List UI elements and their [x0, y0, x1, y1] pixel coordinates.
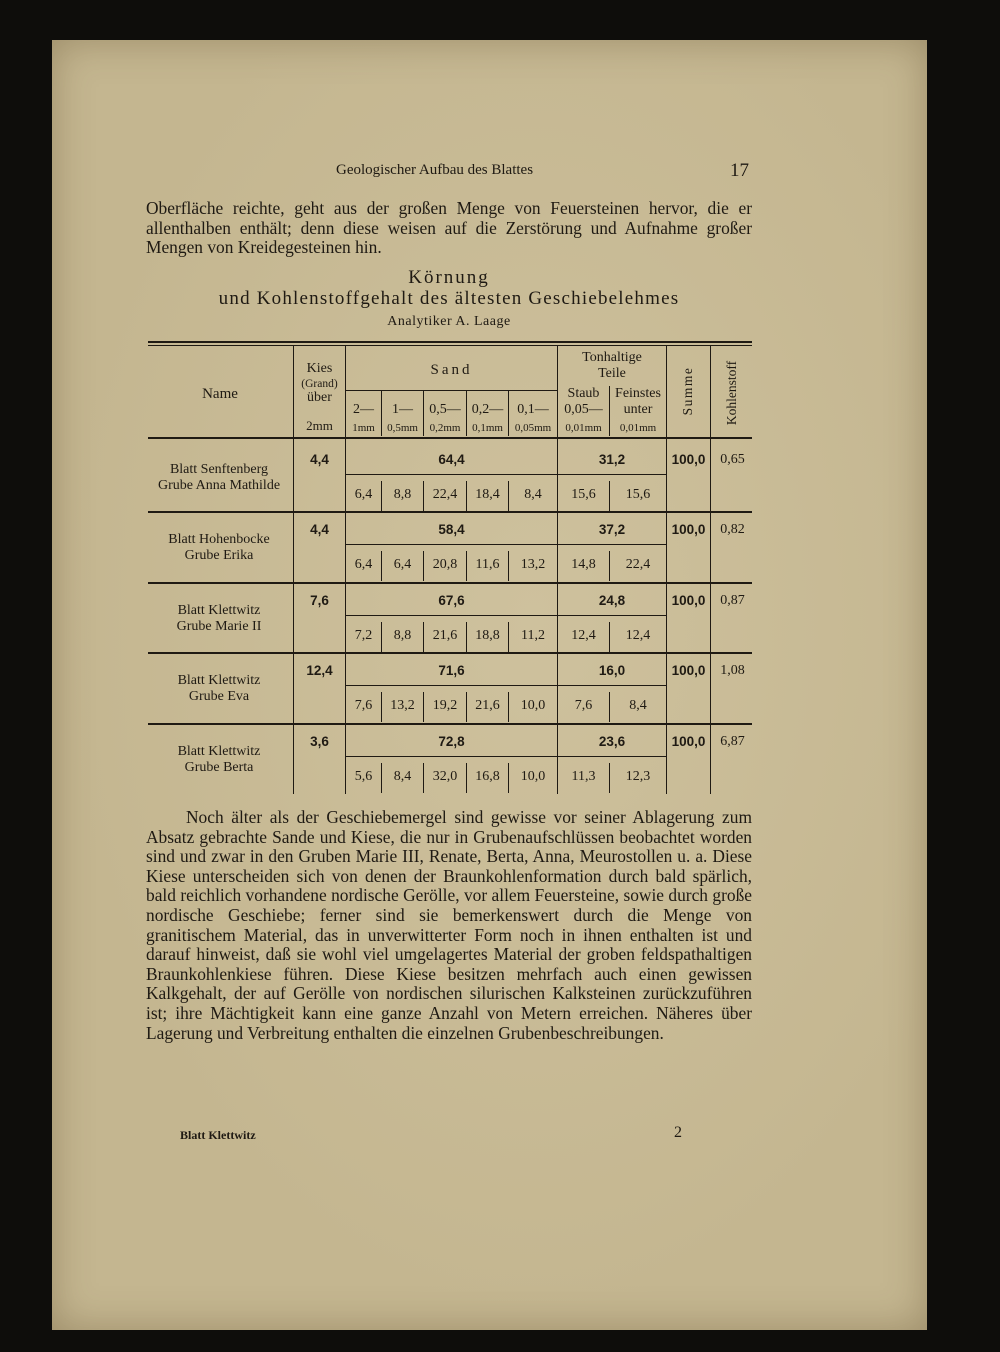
col-header-kies-2: (Grand)	[301, 378, 338, 390]
row-name-pit: Grube Eva	[188, 689, 250, 704]
row-subtotal-rule	[346, 544, 666, 545]
sand-col-4-bottom: 0,1mm	[472, 422, 503, 434]
table-top-rule	[148, 341, 752, 343]
cell-sand-total: 71,6	[438, 663, 465, 678]
table-top-rule-thin	[148, 345, 752, 346]
row-name-sheet: Blatt Klettwitz	[177, 603, 261, 618]
row-name-pit: Grube Berta	[184, 760, 254, 775]
row-separator	[148, 652, 752, 654]
col-header-fein-2: unter	[623, 402, 653, 417]
cell-summe: 100,0	[671, 734, 706, 749]
row-name-pit: Grube Marie II	[176, 619, 262, 634]
cell-staub: 11,3	[571, 769, 596, 784]
cell-sand-fraction: 11,6	[475, 557, 500, 572]
row-subtotal-rule	[346, 756, 666, 757]
header-bottom-rule	[148, 437, 752, 439]
sand-col-2-bottom: 0,5mm	[387, 422, 418, 434]
cell-kies: 4,4	[310, 522, 329, 537]
cell-summe: 100,0	[671, 522, 706, 537]
col-header-sand: Sand	[430, 362, 473, 378]
cell-staub: 15,6	[571, 487, 596, 502]
cell-staub: 14,8	[571, 557, 596, 572]
cell-kohlenstoff: 0,82	[720, 522, 745, 537]
col-header-ton-2: Teile	[598, 366, 626, 381]
row-separator	[148, 723, 752, 725]
cell-kies: 4,4	[310, 452, 329, 467]
cell-sand-fraction: 6,4	[354, 557, 373, 572]
rule-v-name	[293, 346, 294, 794]
cell-ton-total: 37,2	[598, 522, 626, 537]
row-subtotal-rule	[346, 615, 666, 616]
cell-kohlenstoff: 0,87	[720, 593, 745, 608]
cell-sand-fraction: 13,2	[390, 698, 415, 713]
cell-feinstes: 12,4	[625, 628, 651, 643]
cell-sand-fraction: 8,8	[393, 628, 412, 643]
cell-feinstes: 12,3	[625, 769, 651, 784]
cell-feinstes: 8,4	[629, 698, 647, 713]
col-header-kohlenstoff: Kohlenstoff	[724, 360, 739, 426]
cell-feinstes: 15,6	[625, 487, 651, 502]
cell-sand-fraction: 5,6	[354, 769, 373, 784]
table-title-line1: Körnung	[408, 267, 490, 288]
col-header-summe: Summe	[680, 366, 695, 416]
cell-sand-fraction: 7,6	[354, 698, 373, 713]
cell-ton-total: 16,0	[598, 663, 626, 678]
row-name-sheet: Blatt Klettwitz	[177, 673, 261, 688]
sand-col-5-bottom: 0,05mm	[514, 422, 552, 434]
cell-kohlenstoff: 0,65	[720, 452, 745, 467]
cell-staub: 7,6	[574, 698, 593, 713]
intro-paragraph: Oberfläche reichte, geht aus der großen Menge von Feuersteinen hervor, die er allenthalben enthält; denn diese weisen auf die Zerstörung und Aufnahme großer Mengen von Kreidegesteinen hin.	[146, 198, 752, 258]
cell-kies: 3,6	[310, 734, 329, 749]
cell-sand-fraction: 8,4	[393, 769, 412, 784]
row-subtotal-rule	[346, 474, 666, 475]
running-title: Geologischer Aufbau des Blattes	[336, 162, 534, 178]
cell-ton-total: 24,8	[598, 593, 626, 608]
cell-sand-fraction: 16,8	[475, 769, 500, 784]
col-header-kies-1: Kies	[306, 361, 333, 376]
page-number: 17	[730, 160, 749, 181]
cell-sand-fraction: 19,2	[432, 698, 458, 713]
cell-sand-total: 72,8	[438, 734, 465, 749]
cell-sand-fraction: 10,0	[520, 769, 546, 784]
cell-sand-fraction: 20,8	[432, 557, 458, 572]
col-header-staub-3: 0,01mm	[565, 422, 602, 434]
sand-col-1-top: 2—	[353, 402, 374, 417]
cell-ton-total: 23,6	[598, 734, 626, 749]
cell-sand-fraction: 18,4	[475, 487, 500, 502]
rule-v-summe	[710, 346, 711, 794]
col-header-name: Name	[202, 386, 238, 402]
col-header-ton-1: Tonhaltige	[582, 350, 642, 365]
body-paragraph: Noch älter als der Geschiebemergel sind gewisse vor seiner Ablagerung zum Absatz gebrachte Sande und Kiese, die nur in Grubenaufschlüssen beobachtet worden sind und zwar in den Gruben Marie III, Renate, Berta, Anna, Meurostollen u. a. Diese Kiese unterscheiden sich von denen der Braunkohlenformation durch bald spärlich, bald reichlich vorhandene nordische Gerölle, vor allem Feuersteine, sowie durch große nordische Geschiebe; ferner sind sie bemerkenswert durch die Menge von granitischem Material, das in unverwitterter Form noch in ihnen enthalten ist und darauf hinweist, daß sie wohl viel umgelagertes Material der groben feldspathaltigen Braunkohlenkiese führen. Diese Kiese besitzen mehrfach auch einen gewissen Kalkgehalt, der auf Gerölle von nordischen silurischen Kalksteinen zurückzuführen ist; ihre Mächtigkeit kann eine ganze Anzahl von Metern erreichen. Näheres über Lagerung und Verbreitung enthalten die einzelnen Grubenbeschreibungen.	[146, 807, 752, 1043]
cell-kohlenstoff: 6,87	[720, 734, 745, 749]
cell-sand-fraction: 18,8	[475, 628, 500, 643]
cell-staub: 12,4	[571, 628, 596, 643]
cell-sand-fraction: 32,0	[432, 769, 458, 784]
cell-summe: 100,0	[671, 663, 706, 678]
table-analyst: Analytiker A. Laage	[387, 314, 511, 329]
col-header-kies-4: 2mm	[306, 418, 333, 433]
cell-summe: 100,0	[671, 452, 706, 467]
cell-feinstes: 22,4	[625, 557, 651, 572]
row-separator	[148, 511, 752, 513]
row-subtotal-rule	[346, 685, 666, 686]
cell-sand-fraction: 10,0	[520, 698, 546, 713]
sand-col-3-top: 0,5—	[429, 402, 461, 417]
cell-kies: 7,6	[310, 593, 329, 608]
col-header-fein-3: 0,01mm	[619, 422, 657, 434]
cell-sand-fraction: 22,4	[432, 487, 458, 502]
cell-sand-fraction: 21,6	[432, 628, 458, 643]
cell-sand-fraction: 21,6	[475, 698, 500, 713]
cell-summe: 100,0	[671, 593, 706, 608]
cell-sand-fraction: 6,4	[354, 487, 373, 502]
row-separator	[148, 582, 752, 584]
cell-sand-fraction: 8,4	[524, 487, 542, 502]
sand-col-3-bottom: 0,2mm	[429, 422, 461, 434]
footer-signature: Blatt Klettwitz	[180, 1128, 256, 1142]
col-header-staub-2: 0,05—	[564, 402, 603, 417]
sand-col-5-top: 0,1—	[517, 402, 549, 417]
row-name-sheet: Blatt Senftenberg	[169, 462, 269, 477]
col-header-staub-1: Staub	[567, 386, 600, 401]
sand-col-1-bottom: 1mm	[352, 422, 375, 434]
cell-sand-fraction: 7,2	[354, 628, 373, 643]
col-header-fein-1: Feinstes	[615, 386, 661, 401]
rule-v-ton	[666, 346, 667, 794]
sand-col-2-top: 1—	[392, 402, 413, 417]
cell-kohlenstoff: 1,08	[720, 663, 745, 678]
table-title-line2: und Kohlenstoffgehalt des ältesten Geschiebelehmes	[218, 288, 680, 309]
cell-ton-total: 31,2	[598, 452, 626, 467]
row-name-pit: Grube Erika	[184, 548, 254, 563]
footer-sheet-number: 2	[674, 1124, 682, 1141]
cell-sand-fraction: 6,4	[393, 557, 412, 572]
cell-sand-fraction: 11,2	[521, 628, 545, 643]
cell-sand-fraction: 8,8	[393, 487, 412, 502]
rule-h-sand-sub	[346, 390, 557, 391]
cell-kies: 12,4	[306, 663, 333, 678]
cell-sand-total: 67,6	[438, 593, 465, 608]
cell-sand-total: 64,4	[438, 452, 465, 467]
row-name-sheet: Blatt Hohenbocke	[168, 532, 270, 547]
cell-sand-total: 58,4	[438, 522, 465, 537]
cell-sand-fraction: 13,2	[520, 557, 546, 572]
row-name-sheet: Blatt Klettwitz	[177, 744, 261, 759]
col-header-kies-3: über	[307, 390, 332, 405]
row-name-pit: Grube Anna Mathilde	[157, 478, 281, 493]
sand-col-4-top: 0,2—	[471, 402, 504, 417]
